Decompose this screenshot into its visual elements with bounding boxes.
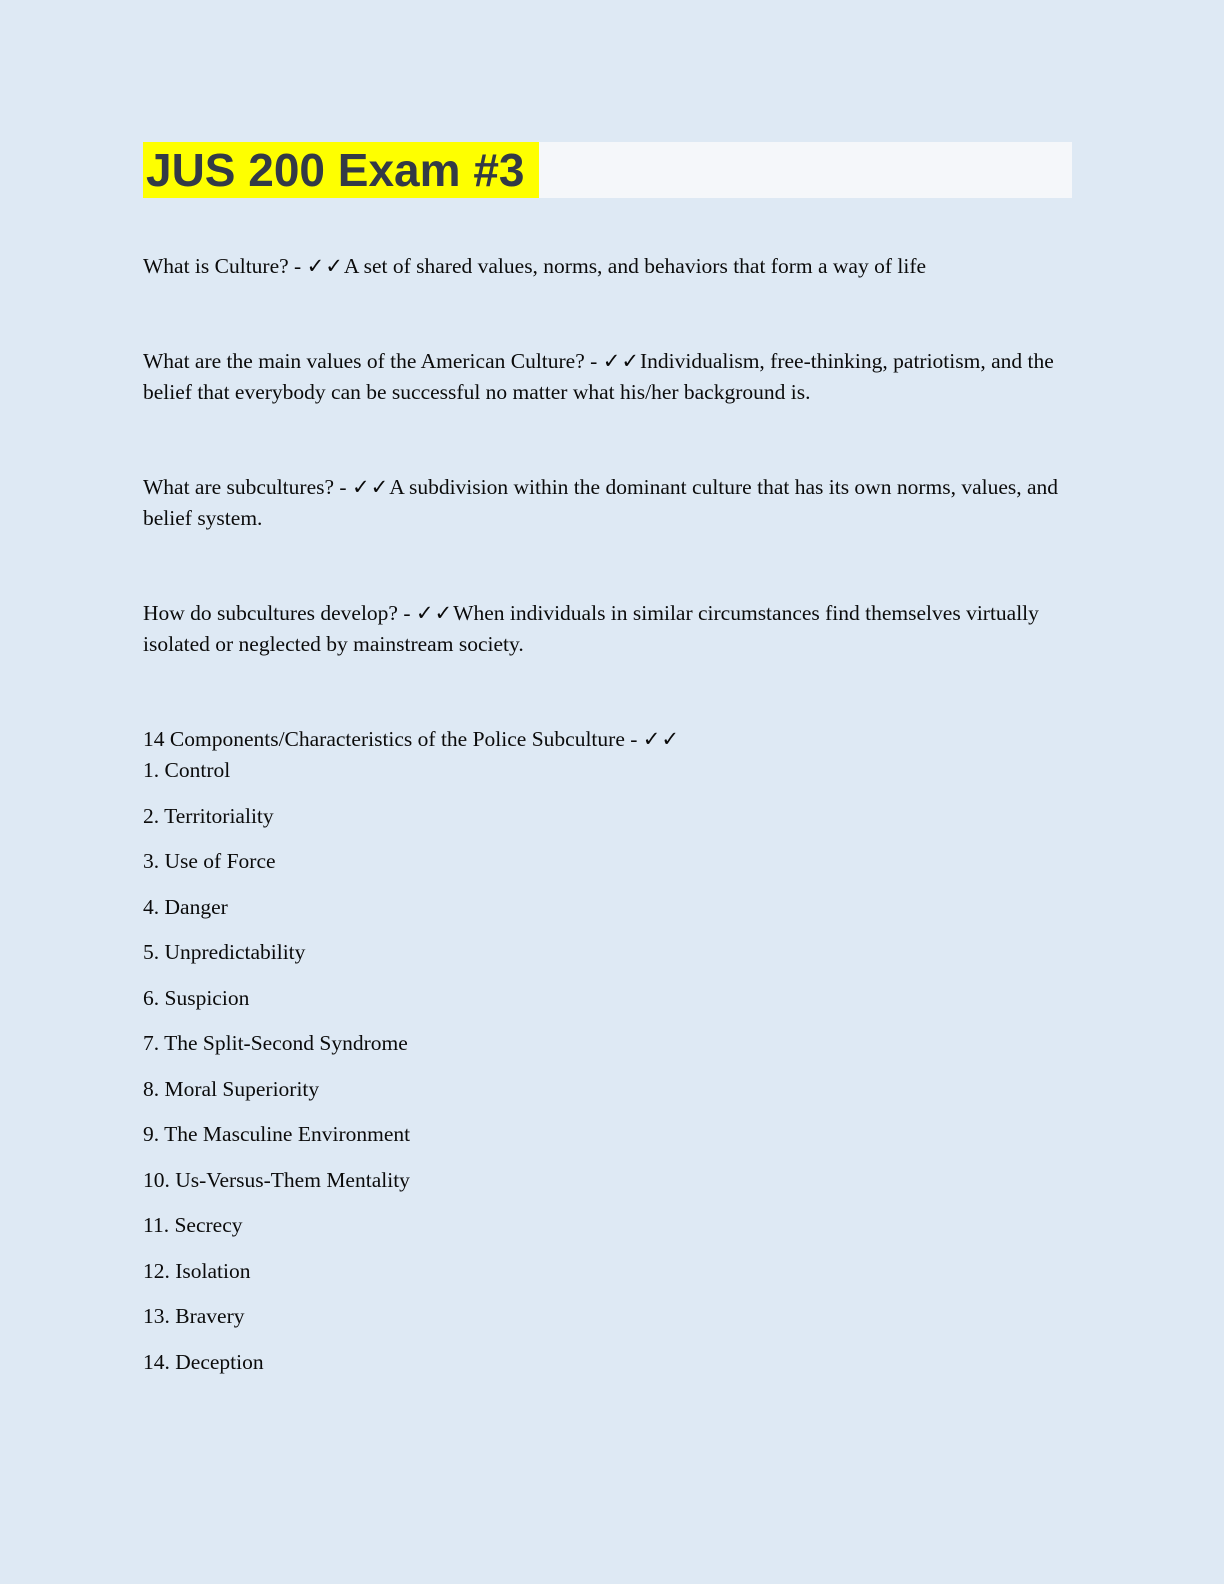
answer-text: When individuals in similar circumstances find themselves virtually isolated or neglected by mainstream society. <box>143 601 1039 656</box>
list-item: 8. Moral Superiority <box>143 1076 320 1101</box>
list-item: 5. Unpredictability <box>143 940 306 964</box>
list-item: 14. Deception <box>143 1349 264 1374</box>
page-title: JUS 200 Exam #3 <box>143 142 539 198</box>
checkmarks-icon: ✓✓ <box>351 474 390 499</box>
question-text: What is Culture? - <box>143 254 307 278</box>
list-item: 12. Isolation <box>143 1258 251 1283</box>
checkmarks-icon: ✓✓ <box>602 348 640 373</box>
list-item: 9. The Masculine Environment <box>143 1122 411 1146</box>
qa-paragraph <box>143 597 1072 660</box>
question-text: What are subcultures? - <box>143 475 352 499</box>
question-text: 14 Components/Characteristics of the Police Subculture - <box>143 727 643 751</box>
list-item: 2. Territoriality <box>143 803 274 828</box>
list-item: 3. Use of Force <box>143 849 276 873</box>
list-item: 4. Danger <box>143 894 228 919</box>
answer-text: Individualism, free-thinking, patriotism, and the belief that everybody can be successful no matter what his/her background is. <box>143 349 1054 404</box>
checkmarks-icon: ✓✓ <box>415 600 454 625</box>
checkmarks-icon: ✓✓ <box>642 726 681 751</box>
qa-paragraph <box>143 471 1072 534</box>
list-item: 7. The Split-Second Syndrome <box>143 1031 408 1055</box>
list-item: 10. Us-Versus-Them Mentality <box>143 1167 410 1192</box>
answer-text: A set of shared values, norms, and behaviors that form a way of life <box>343 254 927 278</box>
qa-paragraph <box>143 345 1072 408</box>
components-section-heading <box>143 723 1072 786</box>
answer-text: A subdivision within the dominant culture that has its own norms, values, and belief system. <box>143 475 1059 530</box>
checkmarks-icon: ✓✓ <box>306 253 344 278</box>
list-item: 13. Bravery <box>143 1304 245 1328</box>
title-bar <box>143 142 1072 198</box>
list-item: 11. Secrecy <box>143 1213 243 1237</box>
components-heading-line <box>143 723 1072 755</box>
list-item: 1. Control <box>143 758 231 782</box>
question-text: How do subcultures develop? - <box>143 601 416 625</box>
list-item: 6. Suspicion <box>143 985 250 1010</box>
question-text: What are the main values of the American Culture? - <box>143 349 603 373</box>
qa-paragraph <box>143 250 1072 282</box>
